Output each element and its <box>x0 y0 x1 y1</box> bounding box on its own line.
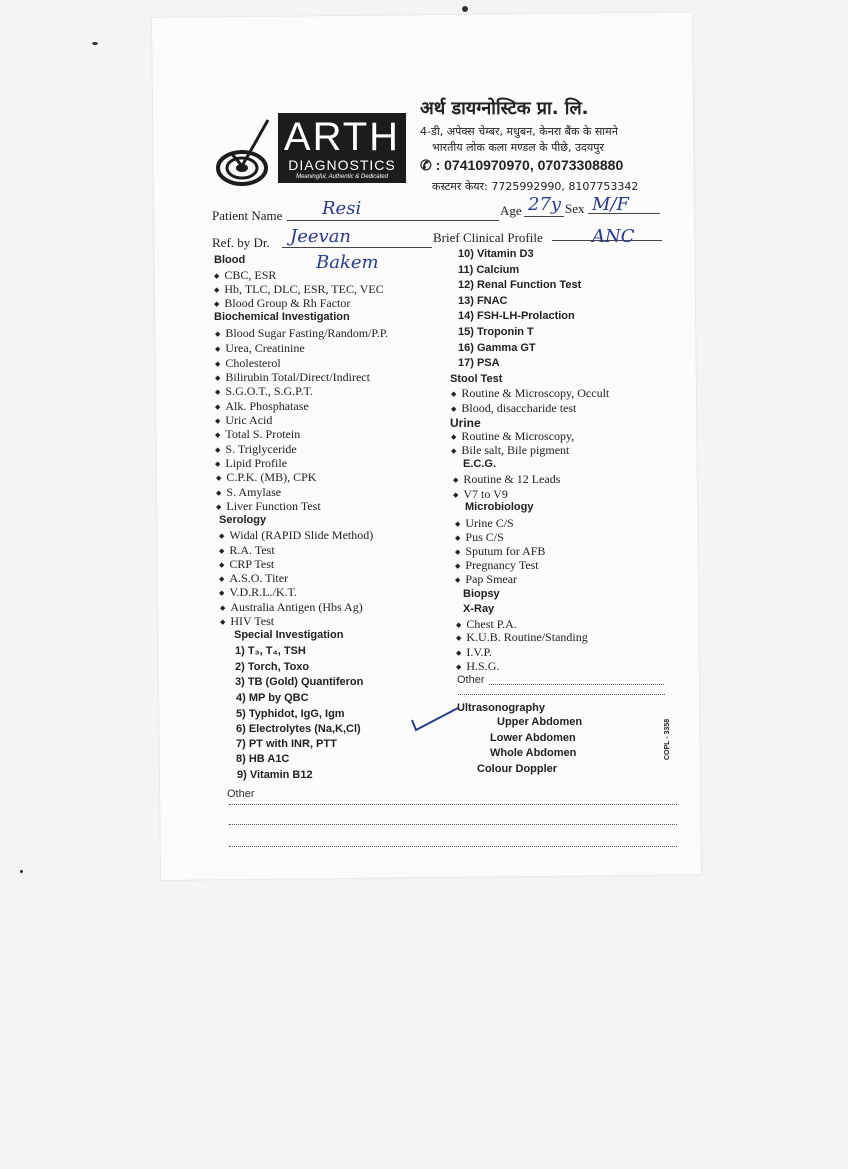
other-line <box>229 804 677 805</box>
special-item: 3) TB (Gold) Quantiferon <box>235 676 364 688</box>
usg-item: Whole Abdomen <box>490 747 577 759</box>
biochem-item: ◆ Bilirubin Total/Direct/Indirect <box>215 370 370 385</box>
test-item: 13) FNAC <box>458 295 508 307</box>
test-item: 14) FSH-LH-Prolaction <box>458 310 575 322</box>
blood-item: ◆ CBC, ESR <box>214 268 276 283</box>
ref-line <box>282 247 432 248</box>
biochem-item: ◆ S. Triglyceride <box>215 442 297 457</box>
biochem-item: ◆ S.G.O.T., S.G.P.T. <box>215 384 313 399</box>
special-item: 2) Torch, Toxo <box>235 661 310 673</box>
special-item: 6) Electrolytes (Na,K,Cl) <box>236 723 361 735</box>
serology-item: ◆ Australia Antigen (Hbs Ag) <box>220 600 363 615</box>
ref-value-2: Bakem <box>316 252 379 273</box>
special-item: 9) Vitamin B12 <box>237 769 313 781</box>
usg-item: Upper Abdomen <box>497 716 583 728</box>
right-other-label: Other <box>457 674 485 686</box>
ecg-item: ◆ Routine & 12 Leads <box>453 472 560 487</box>
serology-item: ◆ CRP Test <box>219 557 274 572</box>
stool-item: ◆ Blood, disaccharide test <box>451 401 576 416</box>
clinical-profile-value: ANC <box>592 226 635 247</box>
biochem-item: ◆ Lipid Profile <box>215 456 287 471</box>
sex-label: Sex <box>565 201 585 216</box>
ref-label: Ref. by Dr. <box>212 235 270 250</box>
age-label: Age <box>500 203 522 218</box>
urine-heading: Urine <box>450 416 481 430</box>
serology-item: ◆ HIV Test <box>220 614 274 629</box>
microbiology-item: ◆ Sputum for AFB <box>455 544 545 559</box>
serology-heading: Serology <box>219 514 267 526</box>
special-heading: Special Investigation <box>234 629 344 641</box>
clinical-profile-label: Brief Clinical Profile <box>433 230 543 245</box>
special-item: 5) Typhidot, IgG, Igm <box>236 708 345 720</box>
stool-heading: Stool Test <box>450 373 503 385</box>
biochem-item: ◆ Total S. Protein <box>215 427 300 442</box>
special-item: 1) T₃, T₄, TSH <box>235 645 306 657</box>
biochem-heading: Biochemical Investigation <box>214 311 350 323</box>
serology-item: ◆ R.A. Test <box>219 543 275 558</box>
logo-main-text: ARTH <box>283 115 401 159</box>
microbiology-item: ◆ Pus C/S <box>455 530 504 545</box>
dust-speck <box>92 42 98 45</box>
usg-heading: Ultrasonography <box>457 702 546 714</box>
special-item: 7) PT with INR, PTT <box>236 738 337 750</box>
test-item: 12) Renal Function Test <box>458 279 582 291</box>
age-value: 27y <box>528 194 562 215</box>
right-other-line <box>458 694 665 695</box>
target-logo-icon <box>214 118 278 190</box>
test-item: 16) Gamma GT <box>458 342 536 354</box>
serology-item: ◆ V.D.R.L./K.T. <box>219 585 297 600</box>
microbiology-heading: Microbiology <box>465 501 534 513</box>
usg-item: Lower Abdomen <box>490 732 576 744</box>
logo-sub-text: DIAGNOSTICS <box>288 157 396 173</box>
biochem-item: ◆ Alk. Phosphatase <box>215 399 309 414</box>
company-name: अर्थ डायग्नोस्टिक प्रा. लि. <box>420 98 589 119</box>
dust-speck <box>462 6 468 12</box>
special-item: 8) HB A1C <box>236 753 290 765</box>
patient-name-line <box>287 220 499 221</box>
address-line-1: 4-डी, अपेक्स चेम्बर, मधुबन, केनरा बैंक के सामने <box>420 125 618 138</box>
xray-item: ◆ K.U.B. Routine/Standing <box>456 630 588 645</box>
xray-item: ◆ Chest P.A. <box>456 617 517 632</box>
biochem-item: ◆ Liver Function Test <box>216 499 321 514</box>
biochem-item: ◆ C.P.K. (MB), CPK <box>216 470 316 485</box>
blood-item: ◆ Hb, TLC, DLC, ESR, TEC, VEC <box>214 282 384 297</box>
age-line <box>524 216 564 217</box>
other-label: Other <box>227 788 255 800</box>
biochem-item: ◆ Urea, Creatinine <box>215 341 305 356</box>
blood-item: ◆ Blood Group & Rh Factor <box>214 296 350 311</box>
biochem-item: ◆ Blood Sugar Fasting/Random/P.P. <box>215 326 388 341</box>
patient-name-label: Patient Name <box>212 208 283 223</box>
ecg-item: ◆ V7 to V9 <box>453 487 508 502</box>
ecg-heading: E.C.G. <box>463 458 497 470</box>
biopsy-heading: Biopsy <box>463 588 500 600</box>
test-item: 10) Vitamin D3 <box>458 248 534 260</box>
microbiology-item: ◆ Urine C/S <box>455 516 514 531</box>
usg-item: Colour Doppler <box>477 763 558 775</box>
other-line <box>229 846 677 847</box>
customer-care: कस्टमर केयर: 7725992990, 8107753342 <box>432 180 639 193</box>
biochem-item: ◆ Cholesterol <box>215 356 281 371</box>
urine-item: ◆ Routine & Microscopy, <box>451 429 574 444</box>
other-line <box>229 824 677 825</box>
urine-item: ◆ Bile salt, Bile pigment <box>451 443 569 458</box>
test-item: 11) Calcium <box>458 264 520 276</box>
right-other-line <box>489 684 664 685</box>
biochem-item: ◆ Uric Acid <box>215 413 272 428</box>
microbiology-item: ◆ Pap Smear <box>455 572 517 587</box>
biochem-item: ◆ S. Amylase <box>216 485 281 500</box>
serology-item: ◆ Widal (RAPID Slide Method) <box>219 528 373 543</box>
xray-item: ◆ H.S.G. <box>456 659 499 674</box>
stool-item: ◆ Routine & Microscopy, Occult <box>451 386 609 401</box>
phone-numbers: ✆ : 07410970970, 07073308880 <box>420 157 624 173</box>
address-line-2: भारतीय लोक कला मण्डल के पीछे, उदयपुर <box>432 141 604 154</box>
test-item: 15) Troponin T <box>458 326 534 338</box>
serology-item: ◆ A.S.O. Titer <box>219 571 288 586</box>
logo-tagline: Meaningful, Authentic & Dedicated <box>296 174 388 180</box>
ref-value: Jeevan <box>290 226 352 247</box>
xray-item: ◆ I.V.P. <box>456 645 492 660</box>
logo <box>278 113 406 183</box>
microbiology-item: ◆ Pregnancy Test <box>455 558 539 573</box>
blood-heading: Blood <box>214 254 246 266</box>
special-item: 4) MP by QBC <box>236 692 309 704</box>
patient-name-value: Resi <box>322 198 362 219</box>
xray-heading: X-Ray <box>463 603 495 615</box>
test-item: 17) PSA <box>458 357 500 369</box>
sex-value: M/F <box>592 194 629 215</box>
form-code: COPL - 3358 <box>664 718 671 760</box>
dust-speck <box>20 870 23 873</box>
